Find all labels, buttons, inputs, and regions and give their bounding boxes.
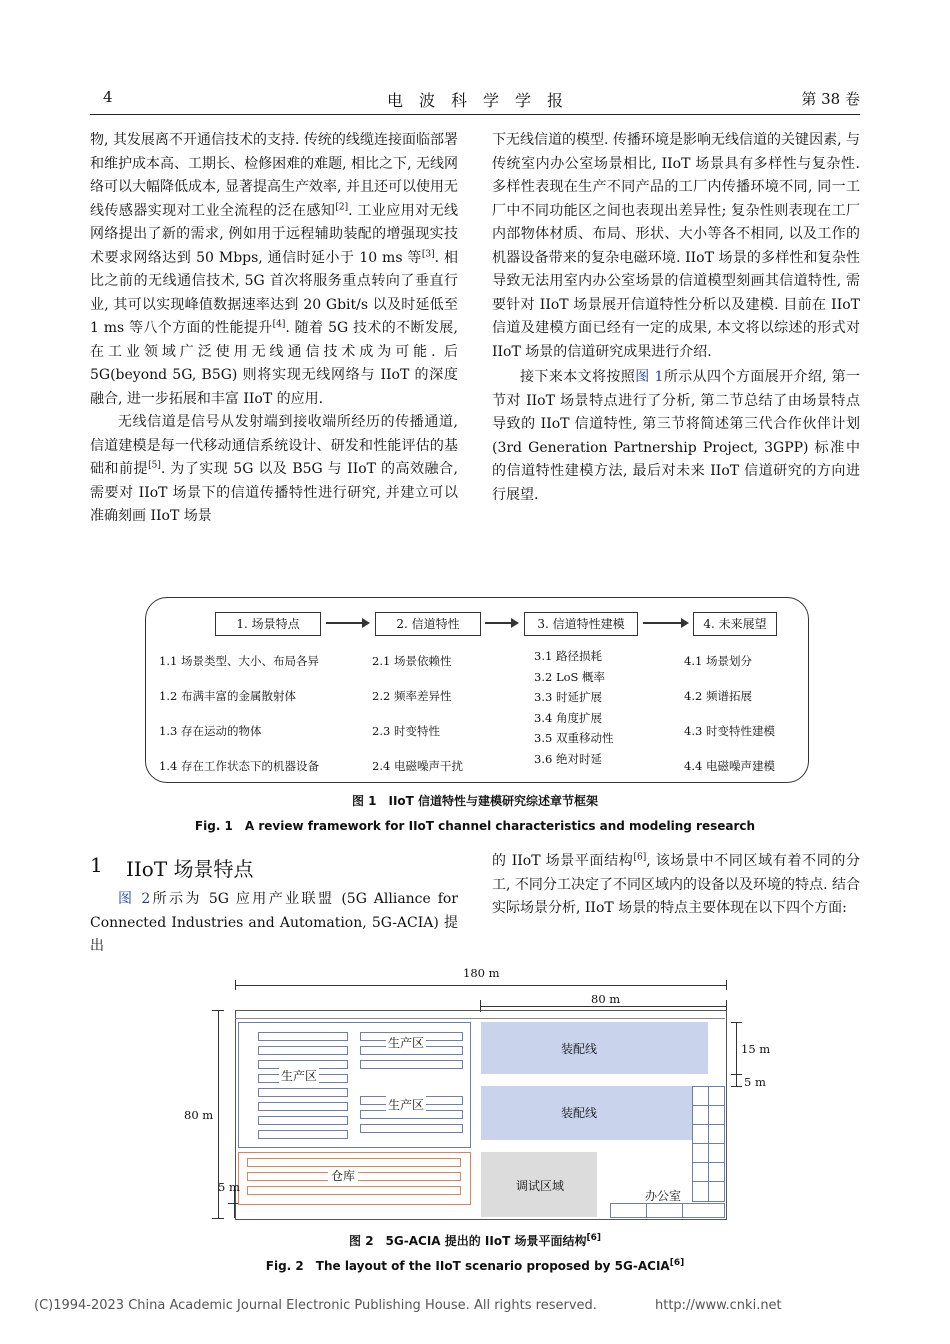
fig1-item: 1.1 场景类型、大小、布局各异 <box>159 654 319 668</box>
right-paragraph-2 <box>492 366 860 507</box>
page-number: 4 <box>103 88 113 106</box>
office-cell <box>708 1105 725 1126</box>
citation-ref: [3] <box>421 248 435 259</box>
inner-wall <box>235 1018 725 1019</box>
dim-tick <box>731 1022 742 1023</box>
journal-title: 电 波 科 学 学 报 <box>386 91 563 110</box>
figure-2-caption-cn <box>0 1232 950 1249</box>
office-cell <box>692 1162 709 1183</box>
office-cell <box>708 1181 725 1202</box>
dim-tick <box>212 1218 224 1219</box>
fig1-header-4: 4. 未来展望 <box>693 612 777 636</box>
office-cell <box>692 1181 709 1202</box>
production-left-label: 生产区 <box>281 1069 318 1083</box>
figure-1-caption-en: Fig. 1 A review framework for IIoT channel characteristics and modeling research <box>194 819 756 833</box>
fig1-item: 2.2 频率差异性 <box>372 689 452 703</box>
fig1-column-3 <box>534 646 613 769</box>
left-paragraph-2 <box>90 411 458 529</box>
fig1-header-2: 2. 信道特性 <box>375 612 481 636</box>
figure-1-caption-cn: 图 1 IIoT 信道特性与建模研究综述章节框架 <box>351 794 599 808</box>
fig1-column-1 <box>159 644 319 784</box>
caption-ref: [6] <box>586 1233 601 1243</box>
production-stripe <box>258 1088 348 1097</box>
figure-link[interactable]: 图 2 <box>118 891 151 907</box>
production-stripe <box>258 1116 348 1125</box>
section-number: 1 <box>90 853 103 877</box>
fig1-item: 2.4 电磁噪声干扰 <box>372 759 463 773</box>
dim-5-left-line <box>234 1190 235 1218</box>
right-column <box>492 129 860 507</box>
figure-2-caption-en <box>0 1257 950 1274</box>
section1-right-text <box>492 850 860 921</box>
section1-left-text <box>90 888 458 959</box>
fig1-item: 1.4 存在工作状态下的机器设备 <box>159 759 319 773</box>
text-run: 接下来本文将按照 <box>520 369 636 385</box>
dim-width-line <box>235 985 727 986</box>
dim-5-line <box>736 1074 737 1086</box>
office-cell <box>692 1124 709 1145</box>
text-run: 无线信道是信号从发射端到接收端所经历的传播通道, 信道建模是每一代移动通信系统设计、研发和性能评估的基础和前提 <box>90 414 458 477</box>
dim-tick <box>731 1086 742 1087</box>
text-run: . 工业应用对无线网络提出了新的需求, 例如用于远程辅助装配的增强现实技术要求网络达到 50 Mbps, 通信时延小于 10 ms 等 <box>90 202 458 266</box>
office-cell <box>708 1143 725 1164</box>
office-cell <box>682 1203 725 1218</box>
fig1-item: 2.3 时变特性 <box>372 724 440 738</box>
fig1-column-4 <box>684 644 775 784</box>
fig1-item: 1.2 布满丰富的金属散射体 <box>159 689 296 703</box>
fig1-column-2 <box>372 644 463 784</box>
volume-label: 第 38 卷 <box>801 90 860 108</box>
dim-inner-line <box>480 1006 727 1007</box>
dim-tick <box>228 1203 238 1204</box>
dim-tick <box>212 1010 224 1011</box>
text-run: 的 IIoT 场景平面结构 <box>492 853 634 869</box>
production-stripe <box>258 1046 348 1055</box>
citation-ref: [2] <box>335 201 349 212</box>
production-stripe <box>258 1130 348 1139</box>
dim-15-label: 15 m <box>741 1042 771 1056</box>
citation-ref: [5] <box>148 460 161 471</box>
office-label: 办公室 <box>645 1189 682 1203</box>
fig1-item: 4.3 时变特性建模 <box>684 724 775 738</box>
caption-text: Fig. 2 The layout of the IIoT scenario proposed by 5G-ACIA <box>265 1259 670 1273</box>
left-column <box>90 129 458 529</box>
fig1-item: 3.4 角度扩展 <box>534 710 602 725</box>
office-cell <box>646 1203 683 1218</box>
office-cell <box>692 1086 709 1107</box>
figure-1-framework <box>145 597 809 783</box>
dim-5-left-label: 5 m <box>218 1180 240 1194</box>
fig1-arrow-3 <box>643 622 683 624</box>
warehouse-stripe <box>247 1158 461 1167</box>
assembly-line-2-label: 装配线 <box>561 1106 598 1120</box>
warehouse-label: 仓库 <box>328 1167 358 1184</box>
text-run: , 该场景中不同区域有着不同的分工, 不同分工决定了不同区域内的设备以及环境的特点. 结合实际场景分析, IIoT 场景的特点主要体现在以下四个方面: <box>492 853 860 916</box>
citation-ref: [6] <box>633 852 647 863</box>
text-run: 所示为 5G 应用产业联盟 (5G Alliance for Connected Industries and Automation, 5G-ACIA) 提出 <box>90 891 458 954</box>
office-cell <box>692 1105 709 1126</box>
dim-inner-label: 80 m <box>591 992 621 1006</box>
text-run: 下无线信道的模型. 传播环境是影响无线信道的关键因素, 与传统室内办公室场景相比, IIoT 场景具有多样性与复杂性. 多样性表现在生产不同产品的工厂内传播环境不同, 同一工厂中不同功能区之间也表现出差异性; 复杂性则表现在工厂内部物体材质、布局、形状、大小等各不相同, 以及工作的机器设备带来的复杂电磁环境. IIoT 场景的多样性和复杂性导致无法用室内办公室场景的信道模型刻画其信道特性, 需要针对 IIoT 场景展开信道特性分析以及建模. 目前在 IIoT 信道及建模方面已经有一定的成果, 本文将以综述的形式对 IIoT 场景的信道研究成果进行介绍. <box>492 132 860 360</box>
fig1-arrow-2 <box>485 622 513 624</box>
office-cell <box>708 1124 725 1145</box>
fig1-item: 3.3 时延扩展 <box>534 690 602 704</box>
fig1-item: 2.1 场景依赖性 <box>372 654 452 668</box>
caption-text: 图 2 5G-ACIA 提出的 IIoT 场景平面结构 <box>349 1234 587 1248</box>
dim-5-right-label: 5 m <box>744 1075 766 1089</box>
fig1-item: 4.1 场景划分 <box>684 654 752 668</box>
right-paragraph-1 <box>492 129 860 364</box>
dim-15-line <box>736 1022 737 1074</box>
production-stripe <box>258 1102 348 1111</box>
header-rule <box>90 114 860 115</box>
fig1-item: 3.5 双重移动性 <box>534 731 614 745</box>
assembly-line-1-label: 装配线 <box>561 1042 598 1056</box>
office-cell <box>692 1143 709 1164</box>
dim-height-label: 80 m <box>184 1108 214 1122</box>
production-stripe <box>258 1032 348 1041</box>
section-title: IIoT 场景特点 <box>126 857 254 881</box>
figure-2-layout <box>180 962 780 1228</box>
fig1-arrow-1 <box>326 622 364 624</box>
production-top-label: 生产区 <box>388 1036 425 1050</box>
section1-right-paragraph <box>492 850 860 921</box>
production-stripe <box>360 1124 463 1133</box>
fig1-header-3: 3. 信道特性建模 <box>524 612 638 636</box>
warehouse-stripe <box>247 1186 461 1195</box>
fig1-item: 4.2 频谱拓展 <box>684 689 752 703</box>
fig1-item: 4.4 电磁噪声建模 <box>684 759 775 773</box>
production-stripe <box>360 1060 463 1069</box>
production-mid-label: 生产区 <box>388 1098 425 1112</box>
office-cell <box>708 1086 725 1107</box>
text-run: . 为了实现 5G 以及 B5G 与 IIoT 的高效融合, 需要对 IIoT 场景下的信道传播特性进行研究, 并建立可以准确刻画 IIoT 场景 <box>90 461 458 524</box>
text-run: . 随着 5G 技术的不断发展, 在工业领域广泛使用无线通信技术成为可能. 后 5G(beyond 5G, B5G) 则将实现无线网络与 IIoT 的深度融合, 进一步拓展和丰富 IIoT 的应用. <box>90 320 458 407</box>
text-run: . 相比之前的无线通信技术, 5G 首次将服务重点转向了垂直行业, 其可以实现峰值数据速率达到 20 Gbit/s 以及时延低至 1 ms 等八个方面的性能提升 <box>90 249 459 336</box>
debug-area-label: 调试区域 <box>516 1179 565 1193</box>
dim-width-label: 180 m <box>463 966 500 980</box>
section1-left-paragraph <box>90 888 458 959</box>
fig1-item: 3.6 绝对时延 <box>534 751 602 766</box>
office-cell <box>708 1162 725 1183</box>
fig1-header-1: 1. 场景特点 <box>215 612 321 636</box>
office-cell <box>610 1203 647 1218</box>
figure-link[interactable]: 图 1 <box>635 369 664 385</box>
left-paragraph-1 <box>90 129 458 411</box>
caption-ref: [6] <box>669 1258 685 1268</box>
text-run: 物, 其发展离不开通信技术的支持. 传统的线缆连接面临部署和维护成本高、工期长、检修困难的难题, 相比之下, 无线网络可以大幅降低成本, 显著提高生产效率, 并且还可以使用无线传感器实现对工业全流程的泛在感知 <box>90 132 458 219</box>
fig1-item: 1.3 存在运动的物体 <box>159 724 262 738</box>
fig1-item: 3.1 路径损耗 <box>534 649 602 663</box>
copyright-footer: (C)1994-2023 China Academic Journal Electronic Publishing House. All rights reserved. <box>34 1298 597 1313</box>
citation-ref: [4] <box>272 319 286 330</box>
fig1-item: 3.2 LoS 概率 <box>534 669 606 684</box>
cnki-link[interactable]: http://www.cnki.net <box>655 1298 782 1313</box>
text-run: 所示从四个方面展开介绍, 第一节对 IIoT 场景特点进行了分析, 第二节总结了由场景特点导致的 IIoT 信道特性, 第三节将简述第三代合作伙伴计划 (3rd Generation Partnership Project, 3GPP) 标准中的信道特性建模方法, 最后对未来 IIoT 信道研究的方向进行展望. <box>492 369 860 503</box>
